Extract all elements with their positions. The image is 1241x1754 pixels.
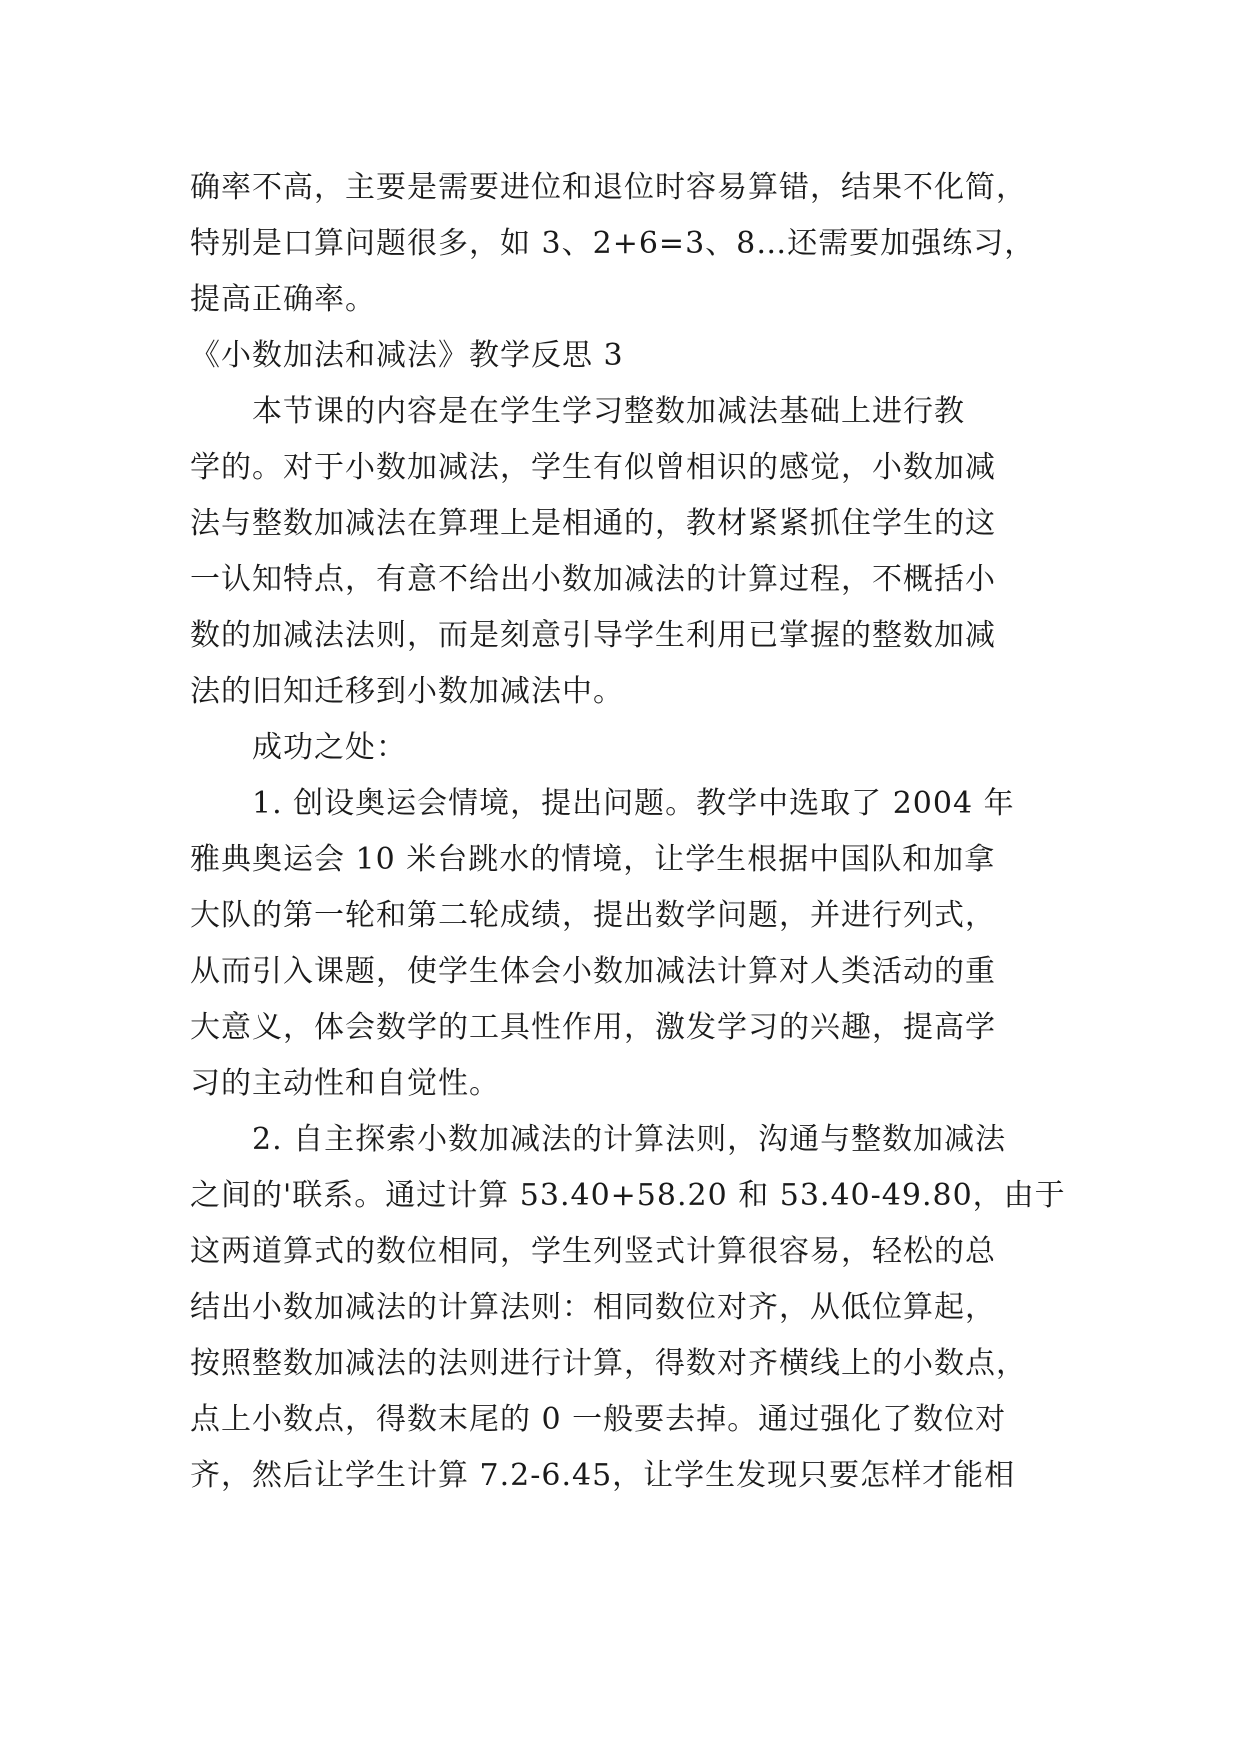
- text-line-1: 确率不高，主要是需要进位和退位时容易算错，结果不化简，: [190, 170, 1027, 205]
- text-line-7: 法与整数加减法在算理上是相通的，教材紧紧抓住学生的这: [190, 506, 996, 541]
- text-line-18: 2. 自主探索小数加减法的计算法则，沟通与整数加减法: [252, 1122, 1007, 1157]
- text-line-8: 一认知特点，有意不给出小数加减法的计算过程，不概括小: [190, 562, 996, 597]
- text-line-22: 按照整数加减法的法则进行计算，得数对齐横线上的小数点，: [190, 1346, 1027, 1381]
- text-line-13: 雅典奥运会 10 米台跳水的情境，让学生根据中国队和加拿: [190, 842, 996, 877]
- text-line-2: 特别是口算问题很多，如 3、2+6=3、8…还需要加强练习，: [190, 226, 1036, 261]
- text-line-16: 大意义，体会数学的工具性作用，激发学习的兴趣，提高学: [190, 1010, 996, 1045]
- section-heading: 《小数加法和减法》教学反思 3: [190, 338, 624, 373]
- text-line-20: 这两道算式的数位相同，学生列竖式计算很容易，轻松的总: [190, 1234, 996, 1269]
- text-line-24: 齐，然后让学生计算 7.2-6.45，让学生发现只要怎样才能相: [190, 1458, 1016, 1493]
- text-line-19: 之间的'联系。通过计算 53.40+58.20 和 53.40-49.80，由于: [190, 1178, 1066, 1213]
- text-line-14: 大队的第一轮和第二轮成绩，提出数学问题，并进行列式，: [190, 898, 996, 933]
- text-line-21: 结出小数加减法的计算法则：相同数位对齐，从低位算起，: [190, 1290, 996, 1325]
- text-line-15: 从而引入课题，使学生体会小数加减法计算对人类活动的重: [190, 954, 996, 989]
- text-line-6: 学的。对于小数加减法，学生有似曾相识的感觉，小数加减: [190, 450, 996, 485]
- text-line-23: 点上小数点，得数末尾的 0 一般要去掉。通过强化了数位对: [190, 1402, 1007, 1437]
- text-line-5: 本节课的内容是在学生学习整数加减法基础上进行教: [252, 394, 965, 429]
- text-line-12: 1. 创设奥运会情境，提出问题。教学中选取了 2004 年: [252, 786, 1015, 821]
- text-line-9: 数的加减法法则，而是刻意引导学生利用已掌握的整数加减: [190, 618, 996, 653]
- text-line-10: 法的旧知迁移到小数加减法中。: [190, 674, 624, 709]
- subsection-label: 成功之处：: [252, 730, 407, 765]
- text-line-3: 提高正确率。: [190, 282, 376, 317]
- document-body: [190, 160, 1066, 1504]
- text-line-17: 习的主动性和自觉性。: [190, 1066, 500, 1101]
